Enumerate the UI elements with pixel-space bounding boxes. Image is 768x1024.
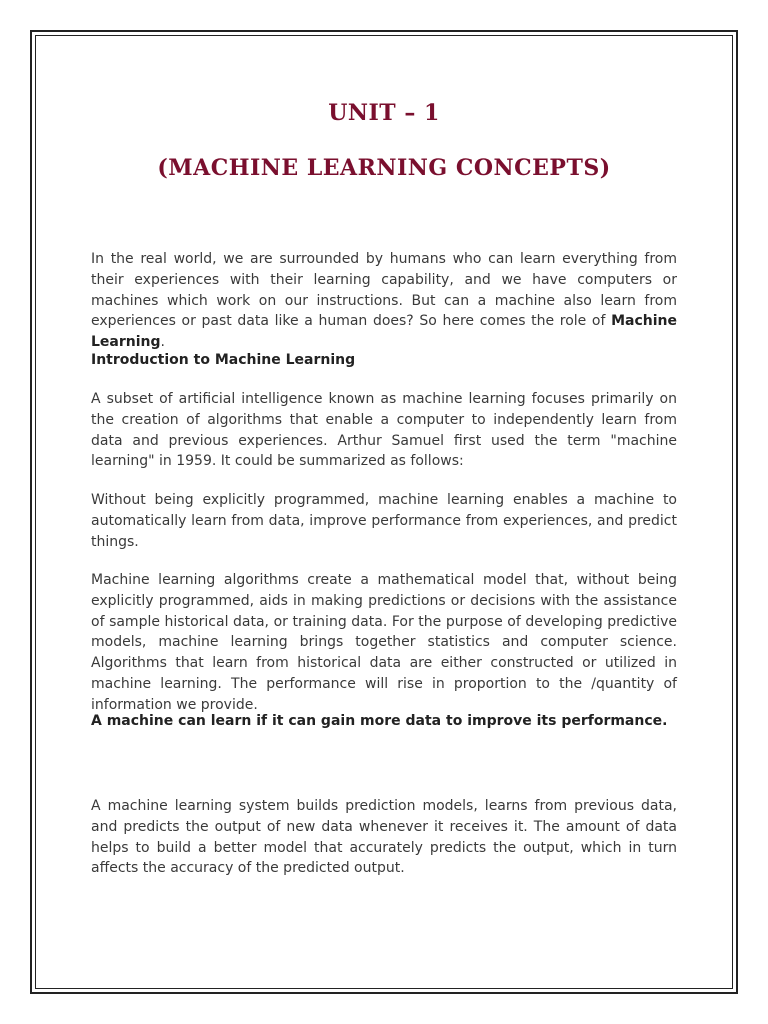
subset-text: A subset of artificial intelligence known as machine learning focuses primarily on the creation of algorithms that enable a computer to independently learn from data and previous experiences. Arthur Samuel first used the term "machine learning" in 1959. It could be summarized as follows:	[91, 391, 677, 470]
section-heading: Introduction to Machine Learning	[91, 352, 356, 368]
intro-end: .	[160, 334, 165, 351]
system-paragraph	[91, 796, 677, 879]
without-paragraph	[91, 490, 677, 552]
algorithms-paragraph	[91, 570, 677, 716]
without-text: Without being explicitly programmed, machine learning enables a machine to automatically learn from data, improve performance from experiences, and predict things.	[91, 492, 677, 550]
intro-text: In the real world, we are surrounded by humans who can learn everything from their experiences with their learning capability, and we have computers or machines which work on our instructions. But can a machine also learn from experiences or past data like a human does? So here comes the role of	[91, 251, 677, 330]
bold-statement: A machine can learn if it can gain more data to improve its performance.	[91, 713, 668, 729]
unit-subtitle: (MACHINE LEARNING CONCEPTS)	[157, 155, 611, 181]
intro-paragraph	[91, 249, 677, 353]
unit-title: UNIT – 1	[328, 100, 440, 126]
system-text: A machine learning system builds prediction models, learns from previous data, and predicts the output of new data whenever it receives it. The amount of data helps to build a better model that accurately predicts the output, which in turn affects the accuracy of the predicted output.	[91, 798, 677, 877]
algorithms-text: Machine learning algorithms create a mathematical model that, without being explicitly programmed, aids in making predictions or decisions with the assistance of sample historical data, or training data. For the purpose of developing predictive models, machine learning brings together statistics and computer science. Algorithms that learn from historical data are either constructed or utilized in machine learning. The performance will rise in proportion to the /quantity of information we provide.	[91, 572, 677, 713]
intro-bold-term: Machine Learning	[91, 313, 677, 351]
subset-paragraph	[91, 389, 677, 472]
